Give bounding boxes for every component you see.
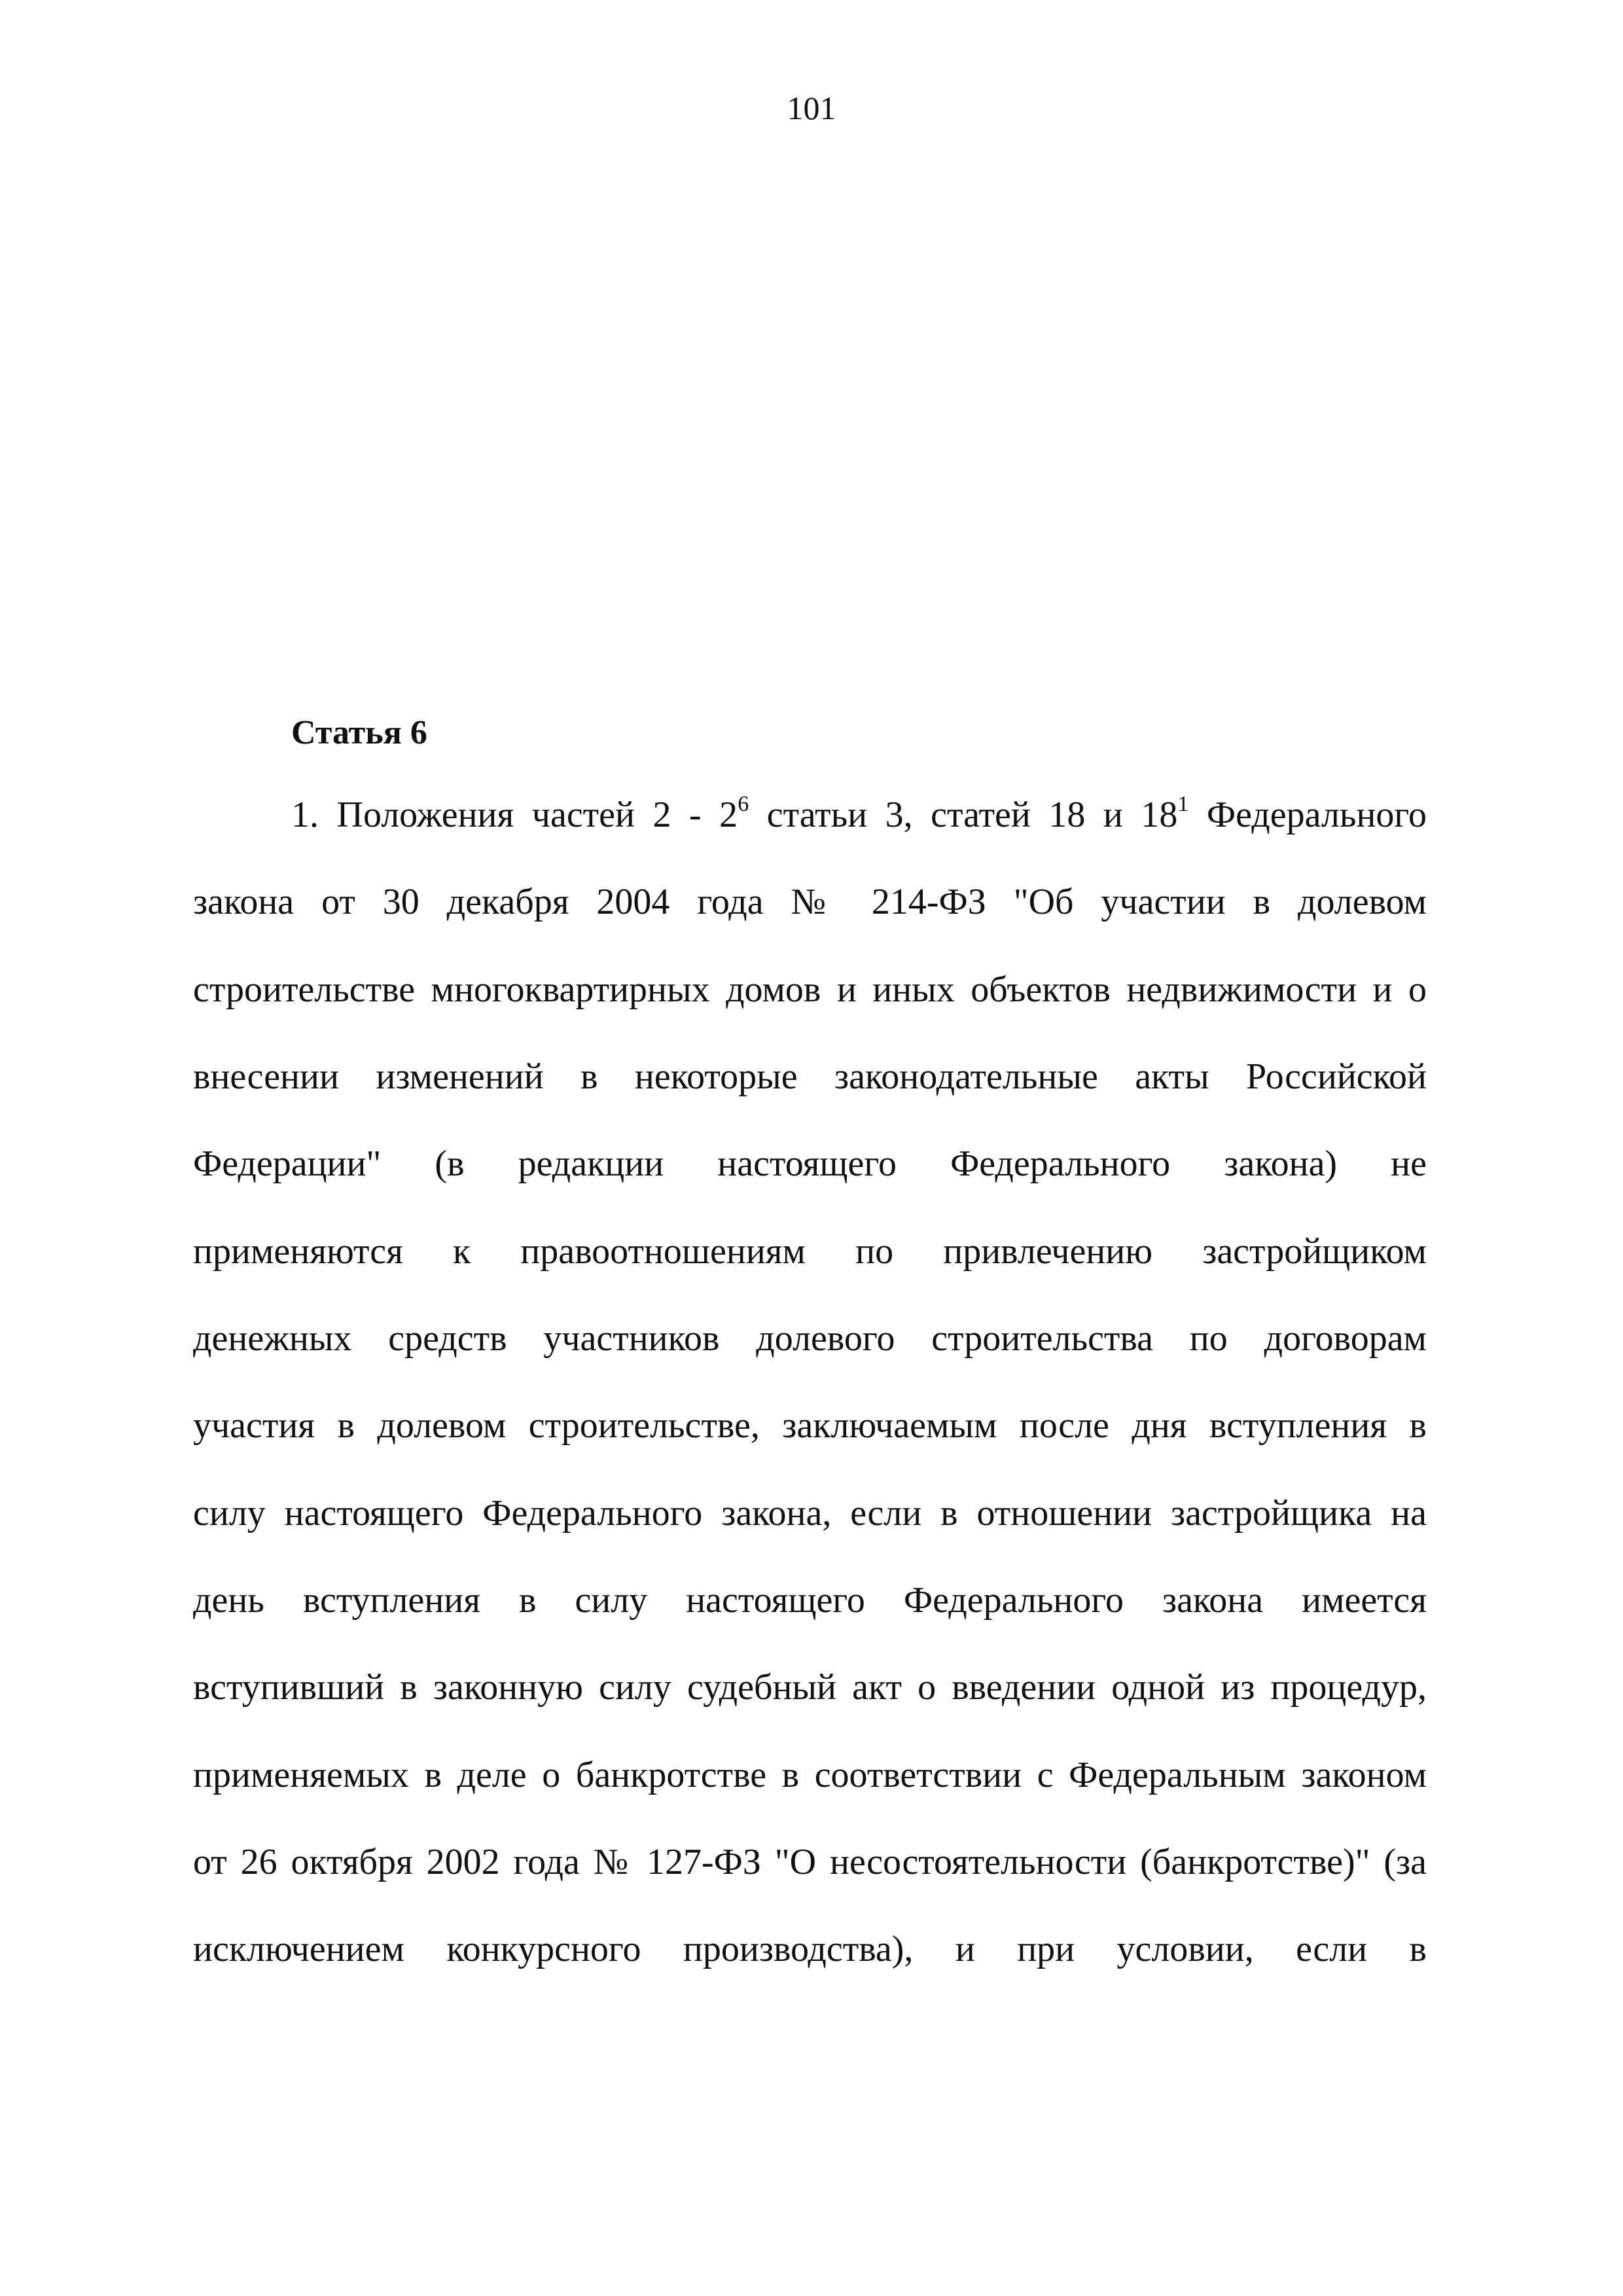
- paragraph-line: [291, 789, 1427, 841]
- paragraph-line: закона от 30 декабря 2004 года № 214-ФЗ "Об участии в долевом: [193, 882, 1427, 922]
- paragraph-line: день вступления в силу настоящего Федерального закона имеется: [193, 1580, 1427, 1621]
- superscript: 1: [1177, 792, 1189, 817]
- paragraph-line: денежных средств участников долевого строительства по договорам: [193, 1318, 1427, 1359]
- paragraph-line: вступивший в законную силу судебный акт о введении одной из процедур,: [193, 1667, 1427, 1708]
- paragraph-line: применяются к правоотношениям по привлечению застройщиком: [193, 1231, 1427, 1272]
- paragraph-text: 1. Положения частей 2 - 2: [291, 795, 738, 835]
- paragraph-line: участия в долевом строительстве, заключаемым после дня вступления в: [193, 1405, 1427, 1446]
- paragraph-line: внесении изменений в некоторые законодательные акты Российской: [193, 1056, 1427, 1097]
- paragraph-text: статьи 3, статей 18 и 18: [749, 795, 1178, 835]
- article-title: Статья 6: [291, 714, 427, 751]
- paragraph-line: исключением конкурсного производства), и при условии, если в: [193, 1929, 1427, 1969]
- page-number: 101: [787, 90, 836, 126]
- paragraph-line: строительстве многоквартирных домов и иных объектов недвижимости и о: [193, 969, 1427, 1010]
- superscript: 6: [738, 792, 749, 817]
- paragraph-line: силу настоящего Федерального закона, если в отношении застройщика на: [193, 1493, 1427, 1534]
- paragraph-line: от 26 октября 2002 года № 127-ФЗ "О несостоятельности (банкротстве)" (за: [193, 1842, 1427, 1882]
- paragraph-line: Федерации" (в редакции настоящего Федерального закона) не: [193, 1143, 1427, 1184]
- paragraph-text: Федерального: [1188, 795, 1427, 835]
- paragraph-line: применяемых в деле о банкротстве в соответствии с Федеральным законом: [193, 1755, 1427, 1795]
